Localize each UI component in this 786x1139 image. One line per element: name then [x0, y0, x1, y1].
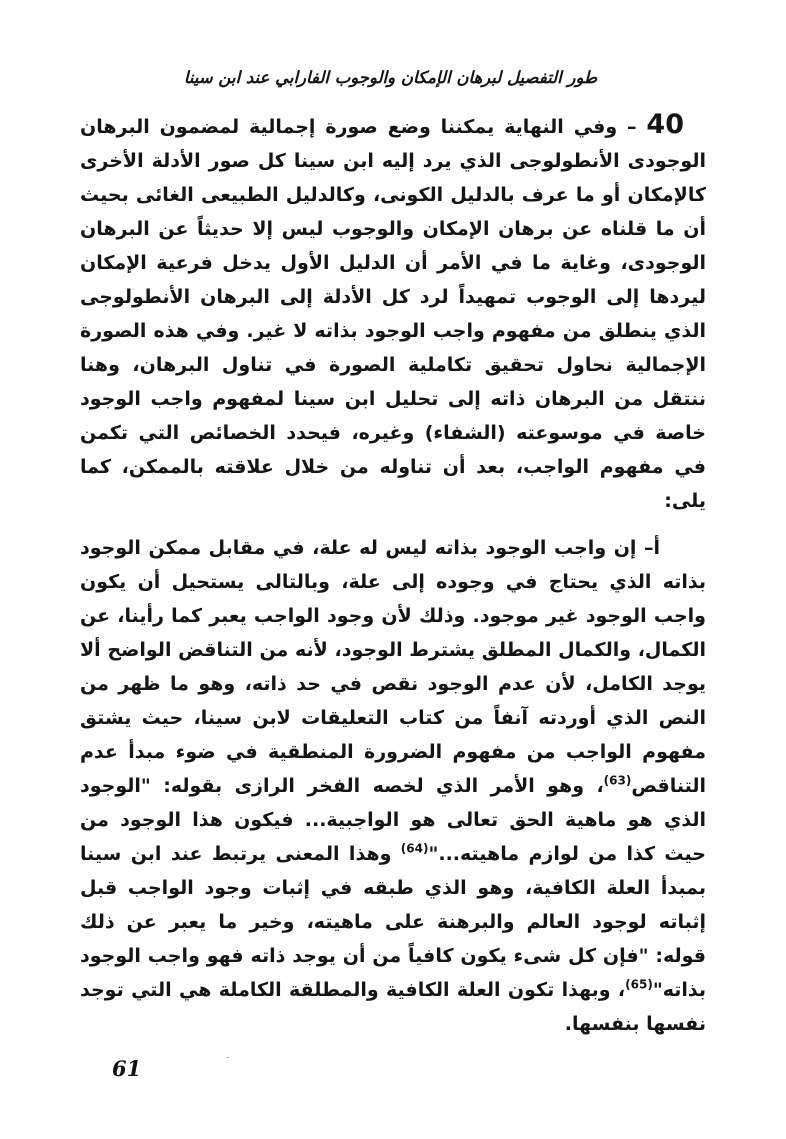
running-header: طور التفصيل لبرهان الإمكان والوجوب الفارابي عند ابن سينا	[183, 68, 598, 87]
text-run: أ– إن واجب الوجود بذاته ليس له علة، في مقابل ممكن الوجود بذاته الذي يحتاج في وجوده إلى علة، وبالتالى يستحيل أن يكون واجب الوجود غير موجود. وذلك لأن وجود الواجب يعبر كما رأينا، عن الكمال، والكمال المطلق يشترط الوجود، لأنه من التناقض الواضح ألا يوجد الكامل، لأن عدم الوجود نقص في حد ذاته، وهو ما ظهر من النص الذي أوردته آنفاً من كتاب التعليقات لابن سينا، حيث يشتق مفهوم الواجب من مفهوم الضرورة المنطقية في ضوء مبدأ عدم التناقص	[80, 537, 706, 797]
text-run: ، وهو الأمر الذي لخصه الفخر الرازى بقوله: "الوجود الذي هو ماهية الحق تعالى هو الواجبية... فيكون هذا الوجود من حيث كذا من لوازم ماهيته..."	[80, 775, 706, 865]
paragraph-b	[80, 1054, 706, 1058]
text-run: – وفي النهاية يمكننا وضع صورة إجمالية لمضمون البرهان الوجودى الأنطولوجى الذي يرد إليه ابن سينا كل صور الأدلة الأخرى كالإمكان أو ما عرف بالدليل الكونى، وكالدليل الطبيعى الغائى بحيث أن ما قلناه عن برهان الإمكان والوجوب ليس إلا حديثاً عن البرهان الوجودى، وغاية ما في الأمر أن الدليل الأول يدخل فرعية الإمكان ليردها إلى الوجوب تمهيداً لرد كل الأدلة إلى البرهان الأنطولوجى الذي ينطلق من مفهوم واجب الوجود بذاته لا غير. وفي هذه الصورة الإجمالية نحاول تحقيق تكاملية الصورة في تناول البرهان، وهنا ننتقل من البرهان ذاته إلى تحليل ابن سينا لمفهوم واجب الوجود خاصة في موسوعته (الشفاء) وغيره، فيحدد الخصائص التي تكمن في مفهوم الواجب، بعد أن تناوله من خلال علاقته بالممكن، كما يلى:	[80, 116, 706, 512]
paragraph-40	[80, 110, 706, 518]
footnote-marker: (65)	[625, 977, 653, 992]
text-run: ، وبهذا تكون العلة الكافية والمطلقة الكاملة هي التي توجد نفسها بنفسها.	[80, 979, 706, 1035]
page-number: 61	[112, 1056, 142, 1081]
paragraph-a	[80, 531, 706, 1041]
footnote-marker: (64)	[400, 841, 429, 856]
page-body	[80, 110, 706, 1058]
paragraph-number: 40	[646, 110, 684, 140]
text-run: وهذا المعنى يرتبط عند ابن سينا بمبدأ العلة الكافية، وهو الذي طبقه في إثبات وجود الواجب قبل إثباته لوجود العالم والبرهنة على ماهيته، وخير ما يعبر عن ذلك قوله: "فإن كل شىء يكون كافياً من أن يوجد ذاته فهو واجب الوجود بذاته"	[80, 843, 706, 1001]
footnote-marker: (63)	[603, 773, 632, 788]
